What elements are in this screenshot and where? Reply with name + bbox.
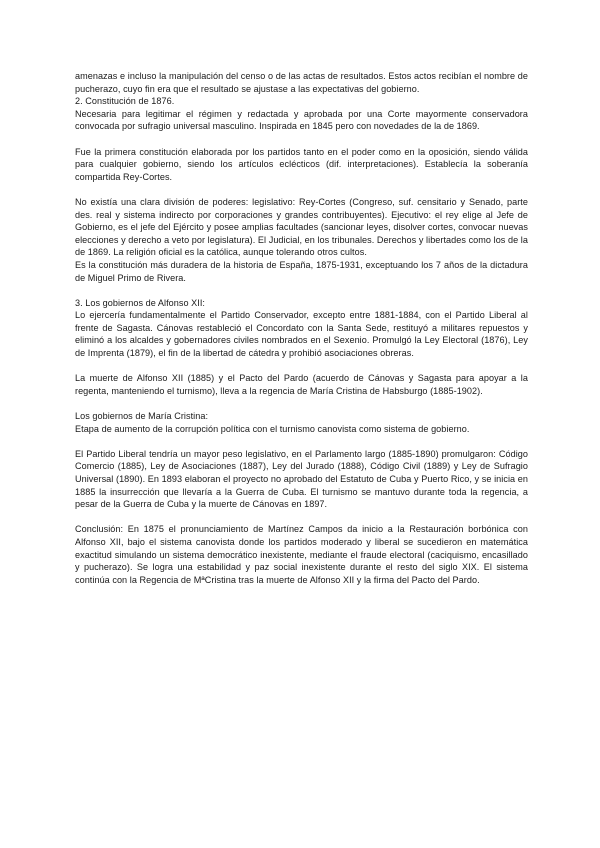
paragraph-constitucion-4: Es la constitución más duradera de la historia de España, 1875-1931, exceptuando los 7 años de la dictadura de Miguel Primo de Rivera. [75, 259, 528, 283]
paragraph-alfonso-2: La muerte de Alfonso XII (1885) y el Pacto del Pardo (acuerdo de Cánovas y Sagasta para apoyar a la regenta, manteniendo el turnismo), lleva a la regencia de María Cristina de Habsburgo (1885-1902). [75, 373, 528, 396]
paragraph-alfonso-1: Lo ejercería fundamentalmente el Partido Conservador, excepto entre 1881-1884, con el Partido Liberal al frente de Sagasta. Cánovas restableció el Concordato con la Santa Sede, restituyó a militares repuestos y eliminó a los alcaldes y gobernadores civiles nombrados en el Sexenio. Promulgó la Ley Electoral (1876), Ley de Imprenta (1879), el fin de la libertad de cátedra y prohibió asociaciones obreras. [75, 310, 528, 359]
heading-constitucion-1876: 2. Constitución de 1876. [75, 96, 175, 107]
paragraph-constitucion-3: No existía una clara división de poderes: legislativo: Rey-Cortes (Congreso, suf. censitario y Senado, parte des. real y sistema indirecto por corporaciones y grandes contribuyentes). Ejecutivo: el rey elige al Jefe de Gobierno, es el jefe del Ejército y posee amplias facultades (sancionar leyes, disolver cortes, convocar nuevas elecciones y derecho a veto por legislatura). El Judicial, en los tribunales. Derechos y libertades como los de la de 1869. La religión oficial es la católica, aunque tolerando otros cultos. [75, 196, 528, 258]
paragraph-maria-2: El Partido Liberal tendría un mayor peso legislativo, en el Parlamento largo (1885-1890) promulgaron: Código Comercio (1885), Ley de Asociaciones (1887), Ley del Jurado (1888), Código Civil (1889) y Ley de Sufragio Universal (1890). En 1893 elaboran el proyecto no aprobado del Estatuto de Cuba y Puerto Rico, y se inicia en 1885 la insurrección que llevaría a la Guerra de Cuba. El turnismo se mantuvo durante toda la regencia, a pesar de la Guerra de Cuba y la muerte de Cánovas en 1897. [75, 448, 528, 510]
paragraph-constitucion-1: Necesaria para legitimar el régimen y redactada y aprobada por una Corte mayormente conservadora convocada por sufragio universal masculino. Inspirada en 1845 pero con novedades de la de 1869. [75, 108, 528, 132]
paragraph-intro: amenazas e incluso la manipulación del censo o de las actas de resultados. Estos actos recibían el nombre de pucherazo, cuyo fin era que el resultado se ajustase a las expectativas del gobierno. [75, 71, 528, 94]
paragraph-constitucion-2: Fue la primera constitución elaborada por los partidos tanto en el poder como en la oposición, siendo válida para cualquier gobierno, siendo los artículos eclécticos (dif. interpretaciones). Establecía la soberanía compartida Rey-Cortes. [75, 146, 528, 182]
paragraph-conclusion: Conclusión: En 1875 el pronunciamiento de Martínez Campos da inicio a la Restauración borbónica con Alfonso XII, bajo el sistema canovista donde los partidos moderado y liberal se sucedieron en matemática exactitud simulando un sistema democrático inexistente, mediante el fraude electoral (caciquismo, encasillado y pucherazo). Se logra una estabilidad y paz social inexistente durante el resto del siglo XIX. El sistema continúa con la Regencia de MªCristina tras la muerte de Alfonso XII y la firma del Pacto del Pardo. [75, 524, 528, 585]
heading-gobiernos-maria-cristina: Los gobiernos de María Cristina: [75, 411, 209, 422]
document-body [75, 70, 528, 586]
heading-gobiernos-alfonso-xii: 3. Los gobiernos de Alfonso XII: [75, 297, 206, 308]
paragraph-maria-1: Etapa de aumento de la corrupción política con el turnismo canovista como sistema de gobierno. [75, 423, 470, 434]
